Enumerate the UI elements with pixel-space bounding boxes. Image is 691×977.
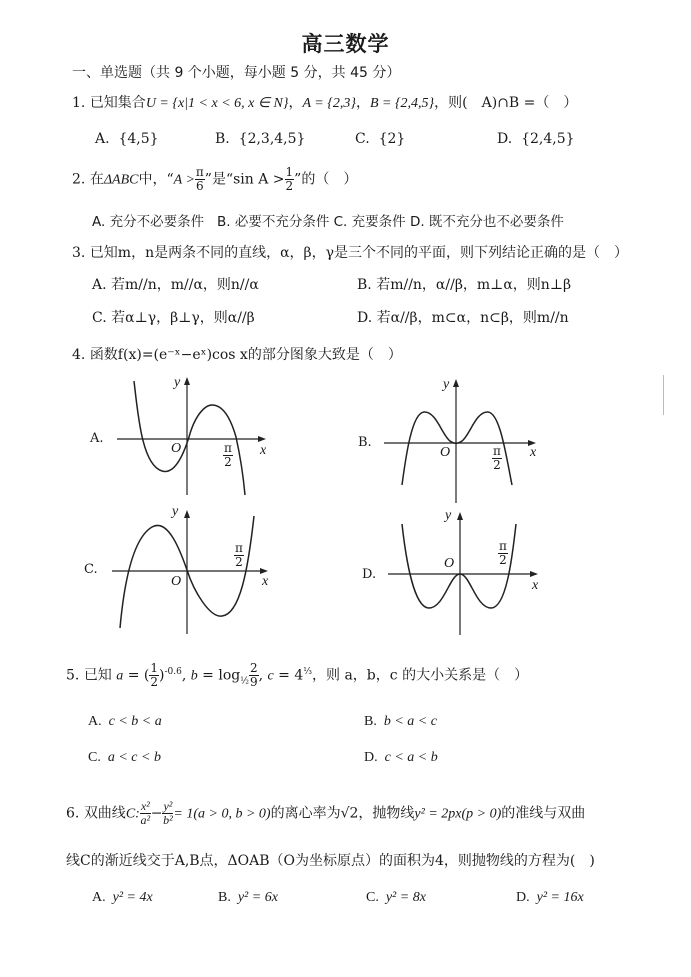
option-text: y² = 4x (112, 890, 153, 905)
denominator: 2 (224, 455, 232, 469)
origin-label: O (440, 445, 451, 460)
x-axis-label: x (530, 445, 537, 460)
option-b[interactable] (364, 714, 437, 730)
question-6-stem-line-2: 线C的渐近线交于A,B点，ΔOAB（O为坐标原点）的面积为4，则抛物线的方程为( ) (66, 853, 595, 869)
option-label: C. (366, 890, 379, 905)
section-heading: 一、单选题（共 9 个小题，每小题 5 分，共 45 分） (72, 65, 401, 81)
option-label: B. (218, 890, 231, 905)
option-text: 充要条件 (351, 214, 406, 230)
numerator: π (195, 165, 204, 179)
stem-text: 的离心率为 (270, 805, 341, 822)
denominator: 2 (235, 555, 243, 569)
stem-text: ，抛物线 (358, 805, 415, 822)
denominator: a² (140, 813, 151, 827)
option-label: D. (362, 567, 377, 582)
question-4-stem (72, 344, 402, 364)
y-axis-label: y (445, 508, 452, 523)
option-label: D. (409, 214, 425, 230)
option-label: C. (355, 131, 370, 147)
graph-c-plot (60, 500, 360, 650)
option-b[interactable] (218, 890, 278, 906)
parabola-equation: y² = 2px(p > 0) (414, 806, 502, 822)
option-d[interactable] (364, 750, 438, 766)
option-b[interactable] (217, 214, 329, 230)
condition-a: A > (173, 172, 195, 188)
question-2-options (92, 210, 564, 230)
option-label: B. (357, 277, 372, 293)
option-text: c < b < a (108, 714, 162, 729)
option-d-graph[interactable] (340, 500, 640, 650)
option-b-graph[interactable] (340, 365, 640, 505)
scan-artifact (663, 375, 664, 415)
stem-text: 中，“ (138, 171, 174, 188)
question-1-stem: 1. 已知集合U = {x|1 < x < 6, x ∈ N}，A = {2,3}，B = {2,4,5}，则( A)∩B =（ ） (72, 95, 578, 111)
option-text: 既不充分也不必要条件 (428, 214, 564, 230)
numerator: 1 (150, 661, 158, 675)
option-text: {4,5} (118, 131, 159, 147)
option-text: 若α⊥γ，β⊥γ，则α//β (111, 310, 255, 326)
option-label: A. (92, 277, 107, 293)
denominator: 2 (285, 179, 294, 193)
tick-pi-over-2 (498, 540, 508, 567)
stem-text: 已知集合 (89, 95, 146, 111)
numerator: 2 (249, 661, 258, 675)
option-text: 若α//β，m⊂α，n⊂β，则m//n (376, 310, 569, 326)
question-6-stem-line-1: 6. 双曲线C: $\frac{\text{x²}}{\text{a²}}$ − $\frac{\text{y²}}{\text{b²}}$ = 1(a > 0, b > 0)的离心率为√2，抛物线y² = 2px(p > 0)的准线与双曲 (66, 799, 586, 827)
option-c[interactable] (92, 307, 255, 327)
option-label: B. (215, 131, 230, 147)
value-c: c (267, 668, 274, 684)
option-a-graph[interactable] (60, 365, 360, 505)
option-label: B. (216, 214, 231, 230)
set-a: A = {2,3} (302, 96, 356, 111)
option-a[interactable] (95, 131, 159, 147)
hyperbola-c: C: (125, 806, 140, 822)
question-number: 6. (66, 805, 80, 822)
option-b[interactable] (357, 274, 571, 294)
denominator: 6 (196, 179, 204, 193)
option-text: 若m//n，m//α，则n//α (111, 277, 259, 293)
fraction-pi-over-6 (195, 166, 205, 193)
option-text: y² = 6x (237, 890, 278, 905)
x-axis-label: x (262, 574, 269, 589)
option-label: C. (92, 310, 107, 326)
option-d[interactable] (516, 890, 584, 906)
eccentricity: √2 (340, 805, 359, 822)
option-text: {2} (378, 131, 406, 147)
numerator: π (499, 539, 507, 553)
exponent: ⅓ (303, 666, 313, 677)
denominator: 9 (249, 675, 258, 689)
option-c[interactable] (355, 131, 405, 147)
stem-suffix: ，则( A)∩B =（ ） (434, 95, 578, 111)
question-number: 2. (72, 171, 86, 188)
option-text: 必要不充分条件 (234, 214, 330, 230)
option-c[interactable] (88, 750, 161, 766)
option-a[interactable] (92, 274, 259, 294)
option-a[interactable] (92, 890, 153, 906)
option-c[interactable] (334, 214, 406, 230)
option-label: B. (358, 435, 372, 450)
numerator: π (235, 541, 243, 555)
option-a[interactable] (92, 214, 204, 230)
option-text: a < c < b (107, 750, 161, 765)
question-2-stem (72, 166, 357, 193)
stem-text: 的准线与双曲 (501, 805, 586, 822)
option-label: C. (88, 750, 101, 765)
numerator: π (493, 444, 501, 458)
graph-a-plot (60, 365, 360, 505)
x-axis-label: x (260, 443, 267, 458)
option-c[interactable] (366, 890, 426, 906)
y-axis-label: y (443, 377, 450, 392)
option-text: y² = 16x (536, 890, 584, 905)
option-text: {2,4,5} (521, 131, 575, 147)
option-d[interactable] (357, 307, 569, 327)
numerator: x² (140, 799, 150, 813)
page-title: 高三数学 (301, 32, 390, 56)
option-d[interactable] (410, 214, 564, 230)
question-number: 3. (72, 245, 86, 261)
hyperbola-condition: = 1(a > 0, b > 0) (173, 806, 271, 822)
question-3-stem (72, 242, 628, 262)
stem-suffix: ”的（ ） (294, 171, 358, 188)
denominator: 2 (499, 553, 507, 567)
option-text: c < a < b (384, 750, 438, 765)
question-number: 5. (66, 667, 80, 684)
denominator: 2 (150, 675, 158, 689)
denominator: 2 (493, 458, 501, 472)
stem-text: 函数f(x)=(e⁻ˣ−eˣ)cos x的部分图象大致是（ ） (89, 347, 402, 363)
option-a[interactable] (88, 714, 162, 730)
value-b: b (190, 668, 198, 684)
question-number: 1. (72, 95, 86, 111)
log-base: ½ (240, 676, 249, 687)
fraction-y2-b2 (162, 800, 173, 827)
question-number: 4. (72, 347, 86, 363)
option-label: D. (364, 750, 378, 765)
numerator: π (224, 441, 232, 455)
option-label: D. (497, 131, 513, 147)
graph-d-plot (340, 500, 640, 650)
option-c-graph[interactable] (60, 500, 360, 650)
tick-pi-over-2 (492, 445, 502, 472)
exponent: -0.6 (164, 666, 182, 677)
set-u: U = {x|1 < x < 6, x ∈ N} (145, 96, 289, 111)
stem-text: 已知 (83, 667, 112, 684)
origin-label: O (171, 574, 182, 589)
option-b[interactable] (215, 131, 305, 147)
option-text: y² = 8x (385, 890, 426, 905)
option-label: C. (84, 562, 98, 577)
denominator: b² (163, 813, 173, 827)
stem-text: 双曲线 (83, 805, 126, 822)
option-text: 充分不必要条件 (109, 214, 205, 230)
tick-pi-over-2 (223, 442, 233, 469)
numerator: y² (163, 799, 173, 813)
fraction-two-ninths (249, 662, 259, 689)
stem-text: 已知m，n是两条不同的直线，α，β，γ是三个不同的平面，则下列结论正确的是（ ） (89, 245, 629, 261)
y-axis-label: y (174, 375, 181, 390)
option-text: {2,3,4,5} (238, 131, 306, 147)
origin-label: O (444, 556, 455, 571)
y-axis-label: y (172, 504, 179, 519)
fraction-one-half (285, 166, 295, 193)
numerator: 1 (285, 165, 294, 179)
option-label: A. (95, 131, 110, 147)
x-axis-label: x (532, 578, 539, 593)
origin-label: O (171, 441, 182, 456)
option-d[interactable] (497, 131, 575, 147)
question-5-stem: 5. 已知 a = ( $\frac{1}{2}$ )$^{-0.6}$, $b = \log_{\frac{1}{2}}$ $\frac{2}{9}$ , $c = 4^{\frac{1}{3}}$，则 a，b，c 的大小关系是（ ） (66, 661, 529, 689)
option-label: A. (92, 890, 106, 905)
option-label: B. (364, 714, 377, 729)
option-label: C. (333, 214, 348, 230)
option-text: b < a < c (383, 714, 437, 729)
option-text: 若m//n，α//β，m⊥α，则n⊥β (376, 277, 572, 293)
option-label: A. (88, 714, 102, 729)
option-label: D. (516, 890, 530, 905)
option-label: D. (357, 310, 373, 326)
set-b: B = {2,4,5} (369, 96, 435, 111)
option-label: A. (92, 214, 106, 230)
option-label: A. (90, 431, 104, 446)
stem-text: 在 (89, 171, 104, 188)
triangle-abc: ΔABC (103, 172, 139, 188)
fraction-one-half (149, 662, 159, 689)
fraction-x2-a2 (140, 800, 151, 827)
value-a: a (116, 668, 124, 684)
graph-b-plot (340, 365, 640, 505)
stem-text: ”是“sin A > (204, 171, 285, 188)
tick-pi-over-2 (234, 542, 244, 569)
stem-suffix: ，则 a，b，c 的大小关系是（ ） (312, 667, 529, 684)
